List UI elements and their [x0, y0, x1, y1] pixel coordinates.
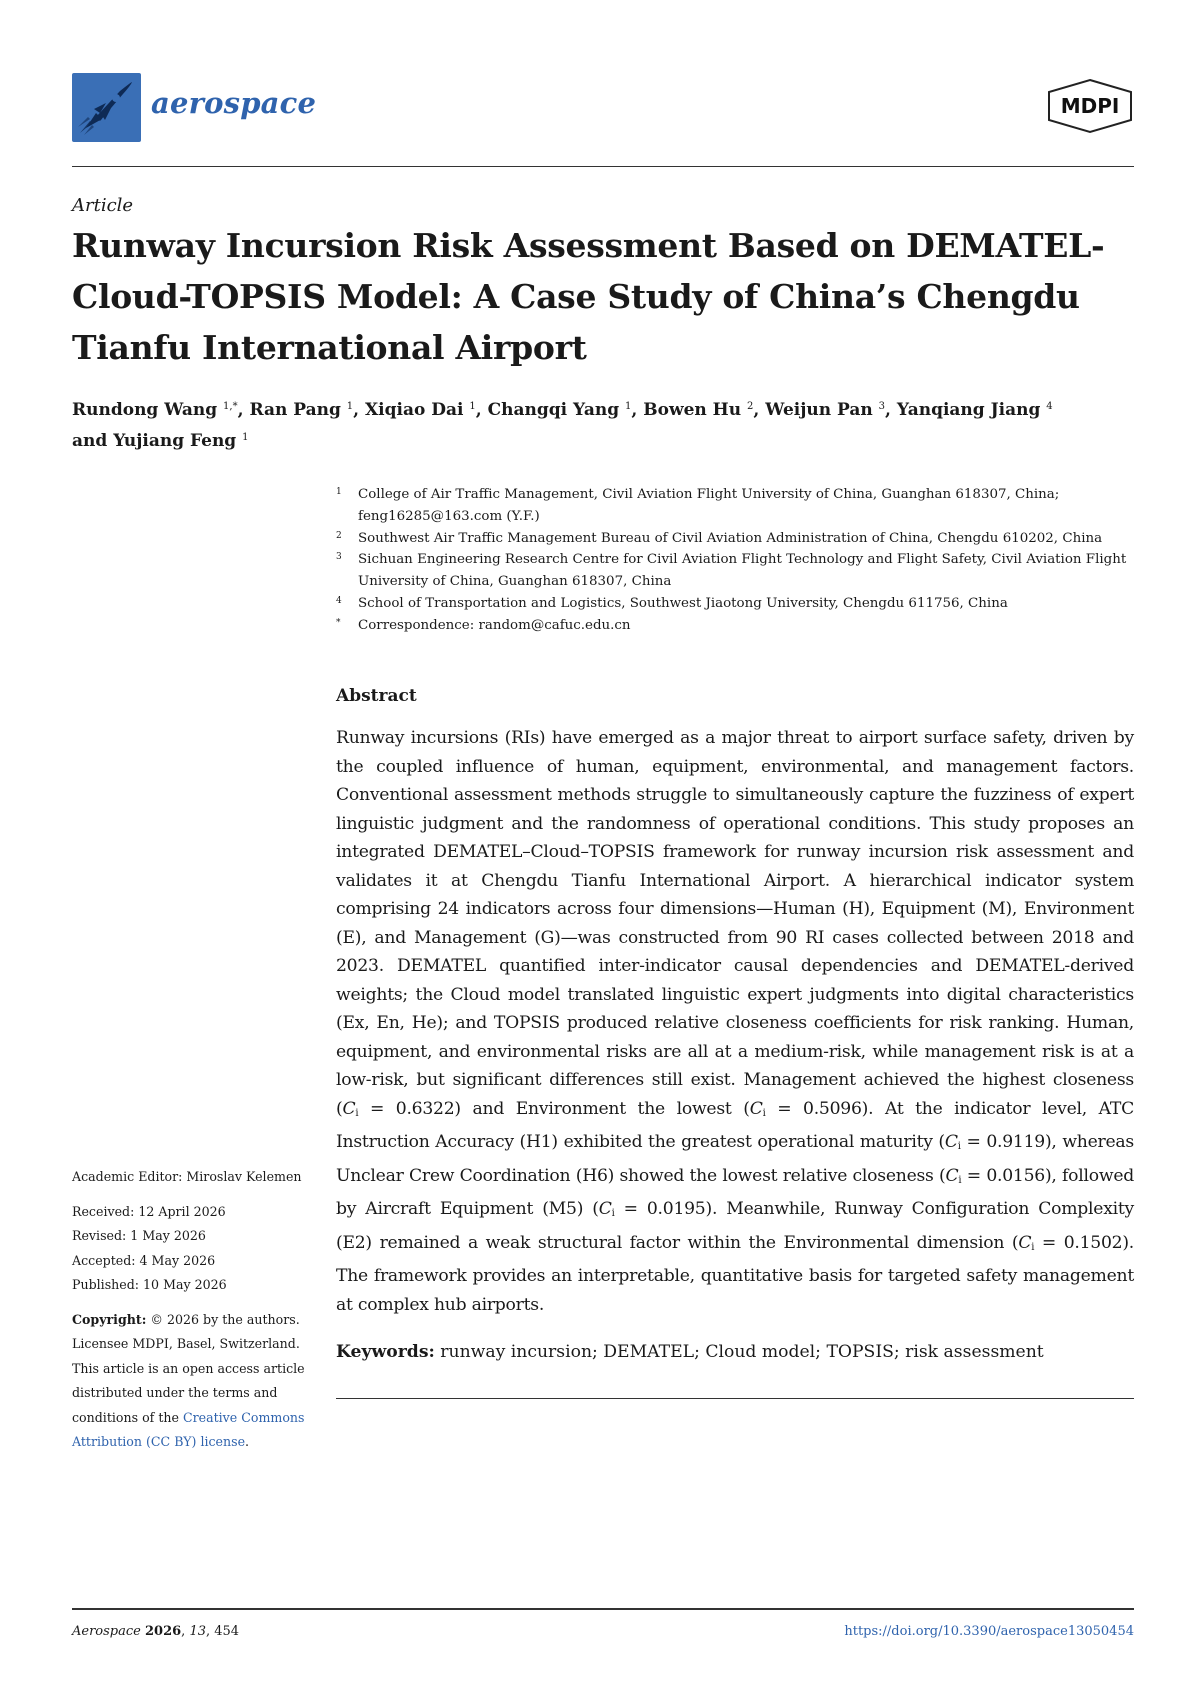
- closeness-subscript: i: [958, 1174, 962, 1186]
- affiliation-text: Southwest Air Traffic Management Bureau of Civil Aviation Administration of China, Chengdu 610202, China: [358, 530, 1103, 546]
- abstract-text: Runway incursions (RIs) have emerged as a major threat to airport surface safety, driven by the coupled influence of human, equipment, environmental, and management factors. Conventional assessment methods struggle to simultaneously capture the fuzziness of expert linguistic judgment and the randomness of operational conditions. This study proposes an integrated DEMATEL–Cloud–TOPSIS framework for runway incursion risk assessment and validates it at Chengdu Tianfu International Airport. A hierarchical indicator system comprising 24 indicators across four dimensions—Human (H), Equipment (M), Environment (E), and Management (G)—was constructed from 90 RI cases collected between 2018 and 2023. DEMATEL quantified inter-indicator causal dependencies and DEMATEL-derived weights; the Cloud model translated linguistic expert judgments into digital characteristics (Ex, En, He); and TOPSIS produced relative closeness coefficients for risk ranking. Human, equipment, and environmental risks are all at a medium-risk, while management risk is at a low-risk, but significant differences still exist. Management achieved the highest closeness $(C_i = 0.6322)$ and Environment the lowest $(C_i = 0.5096)$. At the indicator level, ATC Instruction Accuracy (H1) exhibited the greatest operational maturity $(C_i = 0.9119)$, whereas Unclear Crew Coordination (H6) showed the lowest relative closeness $(C_i = 0.0156)$, followed by Aircraft Equipment (M5) $(C_i = 0.0195)$. Meanwhile, Runway Configuration Complexity (E2) remained a weak structural factor within the Environmental dimension $(C_i = 0.1502)$. The framework provides an interpretable, quantitative basis for targeted safety management at complex hub airports.: [336, 728, 1135, 1315]
- affiliation-mark: 3: [336, 552, 342, 563]
- closeness-subscript: i: [1031, 1241, 1035, 1253]
- closeness-symbol: C: [945, 1165, 959, 1186]
- closeness-symbol: C: [749, 1098, 763, 1119]
- author-name: Xiqiao Dai: [364, 400, 464, 420]
- license-link-continued[interactable]: Attribution (CC BY) license: [72, 1434, 246, 1449]
- closeness-symbol: C: [342, 1098, 356, 1119]
- received-date: Received: 12 April 2026: [72, 1203, 226, 1219]
- copyright-notice: Copyright: © 2026 by the authors. Licensee MDPI, Basel, Switzerland. This article is an open access article distributed under the terms and conditions of the Creative Commons Attribution (CC BY) license.: [72, 1311, 305, 1449]
- affiliation-item: [336, 593, 1136, 615]
- closeness-symbol: C: [944, 1132, 958, 1152]
- author-name: Weijun Pan: [765, 400, 873, 420]
- author-list: Rundong Wang $^{1,*}$, Ran Pang $^1$, Xiqiao Dai $^1$, Changqi Yang $^1$, Bowen Hu $^2$, Weijun Pan $^3$, Yanqiang Jiang $^4$ and Yujiang Feng $^1$: [72, 400, 1053, 451]
- author-name: Changqi Yang: [487, 400, 620, 420]
- author-name: Yujiang Feng: [113, 431, 237, 451]
- accepted-date: Accepted: 4 May 2026: [72, 1252, 216, 1268]
- keywords-label: Keywords:: [336, 1342, 435, 1362]
- rocket-icon: [72, 73, 141, 142]
- closeness-subscript: i: [611, 1208, 615, 1219]
- academic-editor: Academic Editor: Miroslav Kelemen: [72, 1169, 302, 1184]
- keywords: [336, 1342, 1134, 1362]
- footer-volume: 13: [189, 1624, 206, 1639]
- journal-name: aerospace: [151, 86, 317, 120]
- closeness-symbol: C: [598, 1199, 612, 1219]
- header-divider: [72, 166, 1134, 167]
- affiliation-text: Correspondence: random@cafuc.edu.cn: [358, 617, 631, 633]
- affiliation-mark: 1: [336, 487, 342, 497]
- author-name: Yanqiang Jiang: [896, 400, 1041, 420]
- copyright-label: Copyright:: [72, 1311, 147, 1327]
- author-affiliation-mark: 4: [1046, 401, 1053, 412]
- affiliation-text: School of Transportation and Logistics, Southwest Jiaotong University, Chengdu 611756, China: [358, 595, 1008, 611]
- article-sidebar: [72, 1165, 317, 1455]
- affiliation-text: Sichuan Engineering Research Centre for Civil Aviation Flight Technology and Flight Safety, Civil Aviation Flight University of China, Guanghan 618307, China: [358, 552, 1127, 590]
- footer-citation: Aerospace 2026, 13, 454: [72, 1624, 240, 1639]
- affiliation-item: [336, 528, 1136, 550]
- closeness-symbol: C: [1018, 1232, 1032, 1253]
- affiliation-mark: *: [336, 617, 341, 628]
- abstract-heading: Abstract: [336, 686, 417, 706]
- footer-journal: Aerospace: [72, 1624, 141, 1639]
- affiliations: [336, 484, 1136, 637]
- affiliation-item: [336, 484, 1136, 528]
- footer-divider: [72, 1608, 1134, 1610]
- mdpi-logo-icon: [1045, 78, 1135, 134]
- journal-logo: [72, 73, 141, 142]
- affiliation-item: [336, 615, 1136, 637]
- keywords-text: runway incursion; DEMATEL; Cloud model; TOPSIS; risk assessment: [434, 1342, 1044, 1362]
- author-affiliation-mark: 1: [242, 432, 249, 443]
- affiliation-text: College of Air Traffic Management, Civil Aviation Flight University of China, Guanghan 618307, China; feng16285@163.com (Y.F.): [358, 487, 1060, 524]
- closeness-subscript: i: [957, 1141, 961, 1152]
- author-affiliation-mark: 2: [747, 401, 754, 412]
- author-affiliation-mark: 1: [469, 401, 476, 412]
- doi-link[interactable]: https://doi.org/10.3390/aerospace13050454: [844, 1624, 1134, 1639]
- paper-title: Runway Incursion Risk Assessment Based on DEMATEL-Cloud-TOPSIS Model: A Case Study of China’s Chengdu Tianfu International Airport: [72, 226, 1105, 367]
- closeness-subscript: i: [355, 1107, 359, 1119]
- article-type: Article: [72, 195, 134, 216]
- license-link[interactable]: Creative Commons: [182, 1409, 305, 1425]
- publisher-name: MDPI: [1060, 94, 1120, 118]
- publication-dates: [72, 1200, 317, 1298]
- author-affiliation-mark: 1: [625, 401, 632, 412]
- affiliation-item: [336, 549, 1136, 593]
- footer-page: 454: [214, 1624, 240, 1639]
- author-name: Ran Pang: [249, 400, 341, 420]
- author-affiliation-mark: 1,*: [223, 401, 238, 412]
- publisher-logo: [1045, 78, 1135, 134]
- affiliation-mark: 2: [336, 530, 342, 541]
- author-name: Rundong Wang: [72, 400, 218, 420]
- author-affiliation-mark: 1: [346, 401, 354, 412]
- author-affiliation-mark: 3: [878, 401, 886, 412]
- closeness-subscript: i: [762, 1107, 766, 1119]
- keywords-divider: [336, 1398, 1134, 1399]
- affiliation-mark: 4: [336, 595, 342, 606]
- author-name: Bowen Hu: [643, 400, 742, 420]
- revised-date: Revised: 1 May 2026: [72, 1228, 206, 1243]
- footer-year: 2026: [144, 1624, 182, 1639]
- published-date: Published: 10 May 2026: [72, 1277, 227, 1292]
